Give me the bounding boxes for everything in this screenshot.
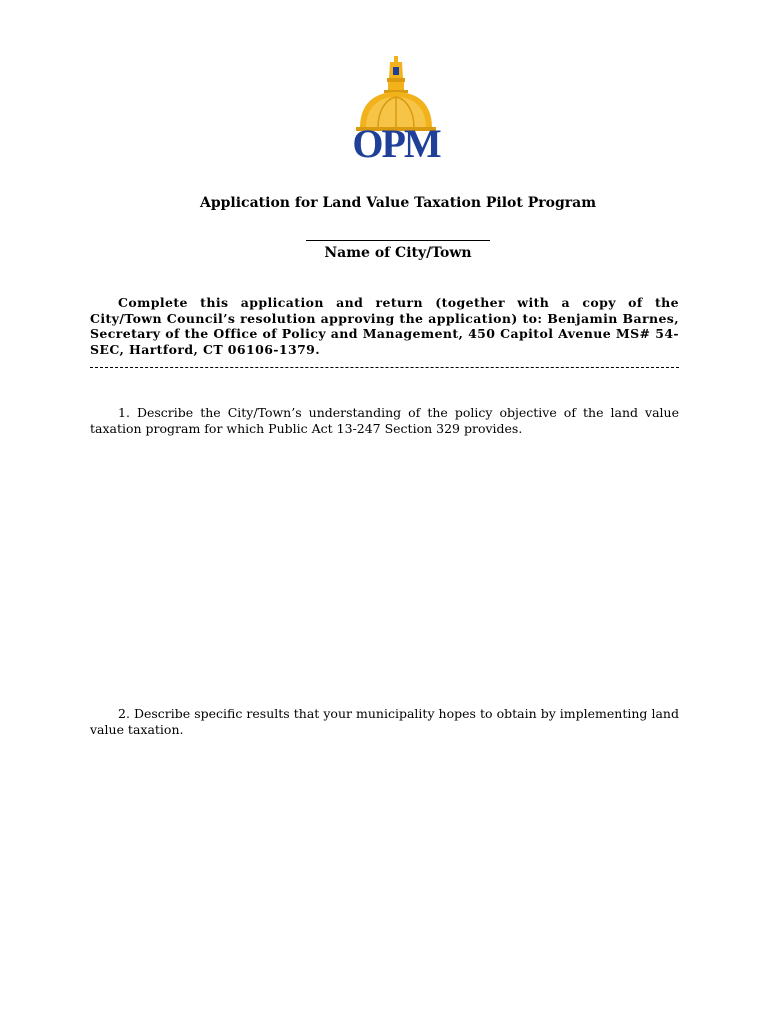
instructions-paragraph: Complete this application and return (together with a copy of the City/Town Council’s resolution approving the application) to: Benjamin Barnes, Secretary of the Office of Policy and Management, 450 Capitol Avenue MS# 54-SEC, Hartford, CT 06106-1379. [90,295,679,357]
dashed-divider [90,367,679,368]
question-2: 2. Describe specific results that your municipality hopes to obtain by implementing land value taxation. [90,706,679,737]
question-1: 1. Describe the City/Town’s understanding of the policy objective of the land value taxation program for which Public Act 13-247 Section 329 provides. [90,405,679,436]
opm-logo [348,54,444,166]
logo-wordmark: OPM [352,121,440,166]
city-name-label: Name of City/Town [324,245,472,261]
document-title: Application for Land Value Taxation Pilot Program [199,195,597,211]
city-name-blank[interactable] [306,230,490,241]
